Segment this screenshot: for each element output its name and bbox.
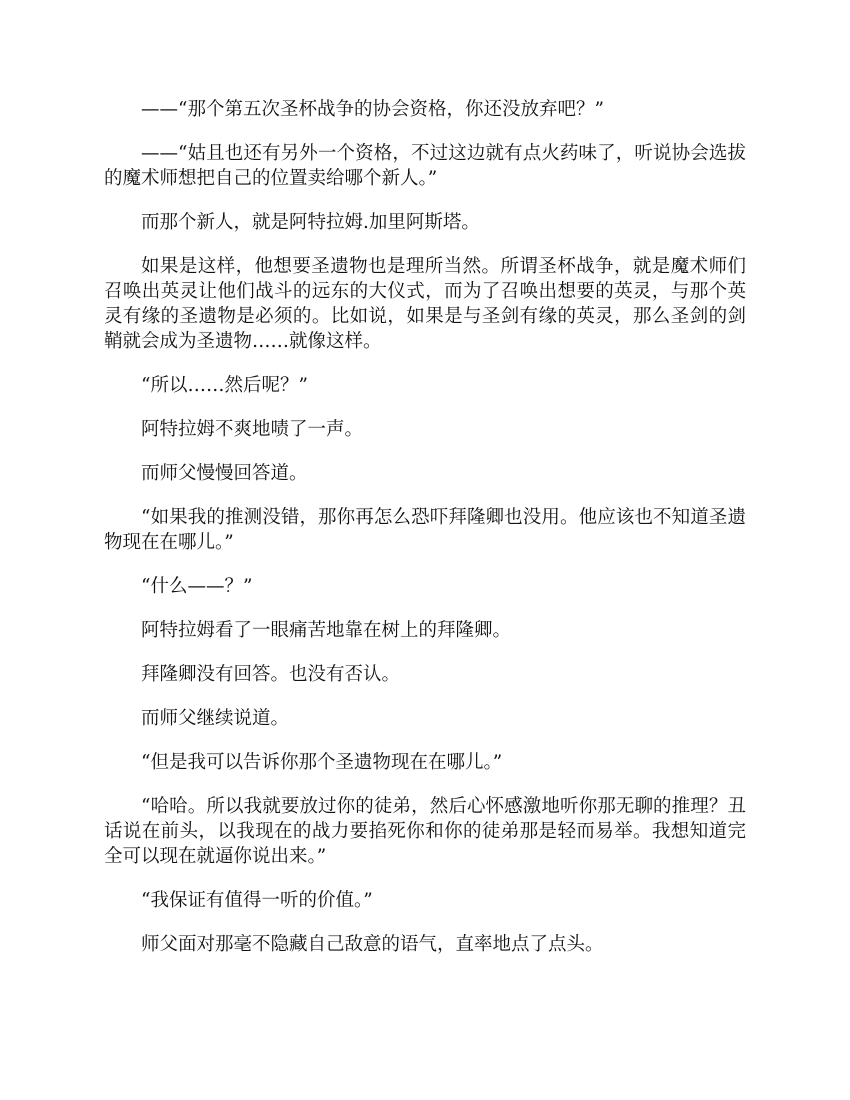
paragraph: ——“姑且也还有另外一个资格，不过这边就有点火药味了，听说协会选拔的魔术师想把自己的位置卖给哪个新人。” — [104, 143, 746, 189]
paragraph: 如果是这样，他想要圣遗物也是理所当然。所谓圣杯战争，就是魔术师们召唤出英灵让他们战斗的远东的大仪式，而为了召唤出想要的英灵，与那个英灵有缘的圣遗物是必须的。比如说，如果是与圣剑有缘的英灵，那么圣剑的剑鞘就会成为圣遗物……就像这样。 — [104, 256, 746, 352]
paragraph: “如果我的推测没错，那你再怎么恐吓拜隆卿也没用。他应该也不知道圣遗物现在在哪儿。” — [104, 507, 746, 553]
paragraph: 阿特拉姆看了一眼痛苦地靠在树上的拜隆卿。 — [141, 620, 512, 641]
paragraph: “我保证有值得一听的价值。” — [141, 890, 373, 911]
paragraph: 而师父慢慢回答道。 — [141, 463, 308, 484]
paragraph: “哈哈。所以我就要放过你的徒弟，然后心怀感激地听你那无聊的推理？丑话说在前头，以我现在的战力要掐死你和你的徒弟那是轻而易举。我想知道完全可以现在就逼你说出来。” — [104, 796, 746, 867]
paragraph: 师父面对那毫不隐藏自己敌意的语气，直率地点了点头。 — [141, 934, 604, 955]
paragraph: 而师父继续说道。 — [141, 708, 290, 729]
paragraph: “所以……然后呢？” — [141, 375, 308, 396]
paragraph: “什么——？” — [141, 576, 253, 597]
paragraph: 而那个新人，就是阿特拉姆.加里阿斯塔。 — [141, 212, 480, 233]
paragraph: 拜隆卿没有回答。也没有否认。 — [141, 664, 401, 685]
paragraph: 阿特拉姆不爽地啧了一声。 — [141, 419, 364, 440]
paragraph: ——“那个第五次圣杯战争的协会资格，你还没放弃吧？” — [141, 99, 604, 120]
paragraph: “但是我可以告诉你那个圣遗物现在在哪儿。” — [141, 752, 503, 773]
